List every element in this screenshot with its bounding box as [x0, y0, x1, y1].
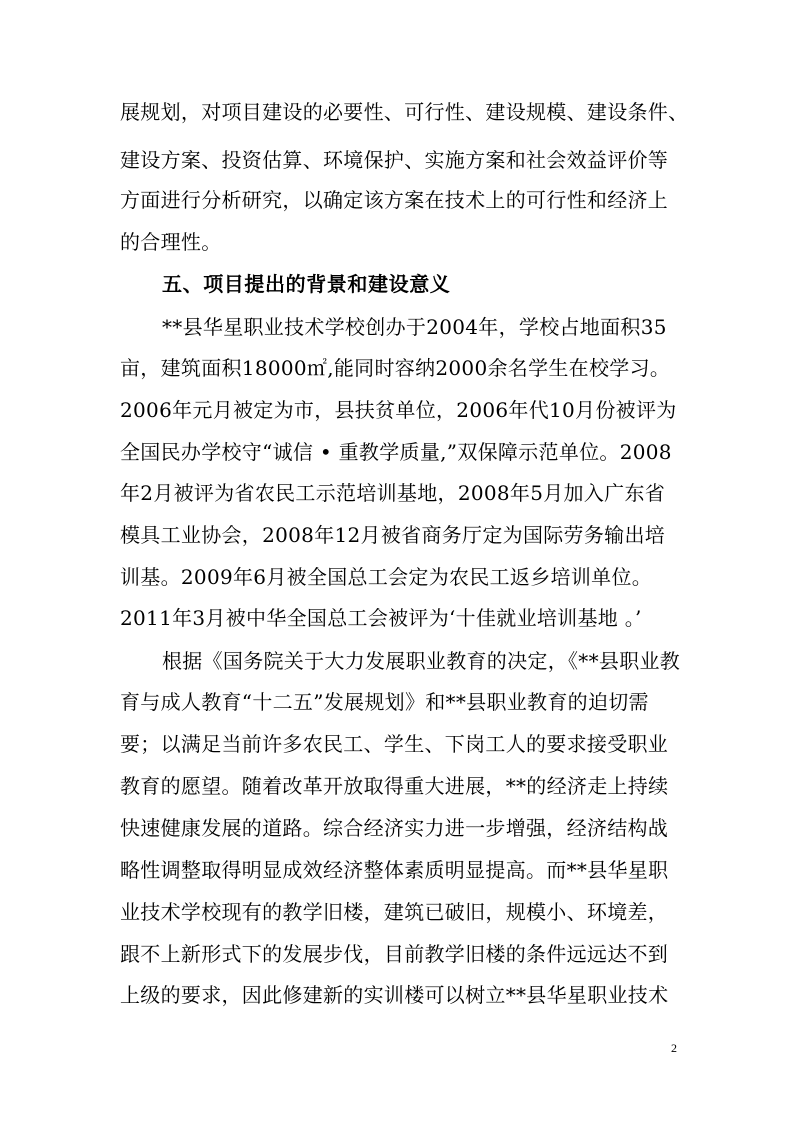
body-text-line: 年2月被评为省农民工示范培训基地，2008年5月加入广东省 — [120, 481, 666, 505]
body-text-line: 上级的要求，因此修建新的实训楼可以树立**县华星职业技术 — [120, 983, 669, 1007]
body-text-line: 2006年元月被定为市，县扶贫单位，2006年代10月份被评为 — [120, 398, 677, 422]
body-text-line: 模具工业协会，2008年12月被省商务厅定为国际劳务输出培 — [120, 523, 666, 547]
body-text-line: **县华星职业技术学校创办于2004年，学校占地面积35 — [162, 315, 667, 339]
body-text-line: 训基。2009年6月被全国总工会定为农民工返乡培训单位。 — [120, 565, 653, 589]
body-text-line: 快速健康发展的道路。综合经济实力进一步增强，经济结构战 — [120, 816, 669, 840]
body-text-line: 教育的愿望。随着改革开放取得重大进展，**的经济走上持续 — [120, 774, 669, 798]
body-text-line: 建设方案、投资估算、环境保护、实施方案和社会效益评价等 — [120, 148, 669, 172]
page-number: 2 — [671, 1041, 677, 1055]
section-heading: 五、项目提出的背景和建设意义 — [162, 272, 451, 296]
body-text-line: 业技术学校现有的教学旧楼，建筑已破旧，规模小、环境差， — [120, 900, 669, 924]
body-text-line: 跟不上新形式下的发展步伐，目前教学旧楼的条件远远达不到 — [120, 942, 669, 966]
body-text-line: 根据《国务院关于大力发展职业教育的决定，《**县职业教 — [162, 649, 681, 673]
body-text-line: 展规划，对项目建设的必要性、可行性、建设规模、建设条件、 — [120, 100, 689, 124]
body-text-line: 略性调整取得明显成效经济整体素质明显提高。而**县华星职 — [120, 858, 669, 882]
body-text-line: 全国民办学校守“诚信 • 重教学质量,”双保障示范单位。2008 — [120, 440, 672, 464]
body-text-line: 要；以满足当前许多农民工、学生、下岗工人的要求接受职业 — [120, 732, 669, 756]
body-text-line: 育与成人教育“十二五”发展规划》和**县职业教育的迫切需 — [120, 690, 649, 714]
body-text-line: 的合理性。 — [120, 230, 222, 254]
body-text-line: 方面进行分析研究，以确定该方案在技术上的可行性和经济上 — [120, 188, 669, 212]
body-text-line: 亩，建筑面积18000㎡,能同时容纳2000余名学生在校学习。 — [120, 356, 671, 380]
body-text-line: 2011年3月被中华全国总工会被评为‘十佳就业培训基地 。’ — [120, 606, 642, 630]
